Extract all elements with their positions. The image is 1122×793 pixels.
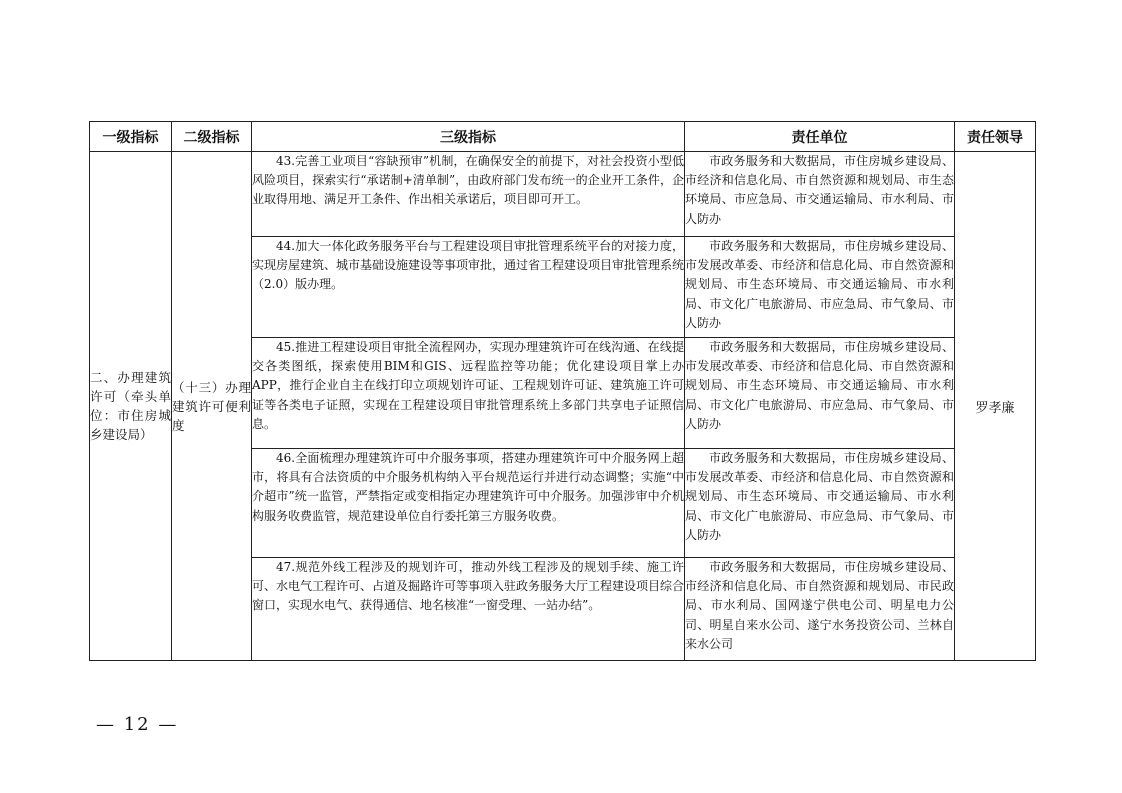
responsible-unit: 市政务服务和大数据局，市住房城乡建设局、市发展改革委、市经济和信息化局、市自然资源和规划局、市生态环境局、市交通运输局、市水利局、市文化广电旅游局、市应急局、市气象局、市人防办 <box>685 340 954 431</box>
responsible-unit: 市政务服务和大数据局，市住房城乡建设局、市发展改革委、市经济和信息化局、市自然资源和规划局、市生态环境局、市交通运输局、市水利局、市文化广电旅游局、市应急局、市气象局、市人防办 <box>685 239 954 330</box>
level2-indicator: （十三）办理建筑许可便利度 <box>172 152 252 661</box>
responsible-unit: 市政务服务和大数据局，市住房城乡建设局、市发展改革委、市经济和信息化局、市自然资源和规划局、市生态环境局、市交通运输局、市水利局、市文化广电旅游局、市应急局、市气象局、市人防办 <box>685 451 954 542</box>
header-level2: 二级指标 <box>172 122 252 152</box>
header-level3: 三级指标 <box>252 122 685 152</box>
level3-indicator: 43.完善工业项目“容缺预审”机制，在确保安全的前提下，对社会投资小型低风险项目，探索实行“承诺制+清单制”，由政府部门发布统一的企业开工条件，企业取得用地、满足开工条件、作出相关承诺后，项目即可开工。 <box>252 154 684 207</box>
responsible-unit: 市政务服务和大数据局，市住房城乡建设局、市经济和信息化局、市自然资源和规划局、市民政局、市水利局、国网遂宁供电公司、明星电力公司、明星自来水公司、遂宁水务投资公司、兰林自来水公司 <box>685 560 954 651</box>
header-level1: 一级指标 <box>90 122 172 152</box>
page-number: — 12 — <box>96 714 179 735</box>
level3-indicator: 44.加大一体化政务服务平台与工程建设项目审批管理系统平台的对接力度，实现房屋建筑、城市基础设施建设等事项审批，通过省工程建设项目审批管理系统（2.0）版办理。 <box>252 239 685 292</box>
table-header-row <box>90 122 1036 152</box>
header-responsible-unit: 责任单位 <box>685 122 955 152</box>
level3-indicator: 45.推进工程建设项目审批全流程网办，实现办理建筑许可在线沟通、在线提交各类图纸，探索使用BIM和GIS、远程监控等功能；优化建设项目掌上办APP，推行企业自主在线打印立项规划许可证、工程规划许可证、建筑施工许可证等各类电子证照，实现在工程建设项目审批管理系统上多部门共享电子证照信息。 <box>252 340 684 431</box>
header-responsible-leader: 责任领导 <box>955 122 1036 152</box>
table-row <box>90 152 1036 237</box>
level3-indicator: 47.规范外线工程涉及的规划许可，推动外线工程涉及的规划手续、施工许可、水电气工程许可、占道及掘路许可等事项入驻政务服务大厅工程建设项目综合窗口，实现水电气、获得通信、地名核准“一窗受理、一站办结”。 <box>252 560 685 613</box>
responsible-leader: 罗孝廉 <box>955 152 1036 661</box>
responsible-unit: 市政务服务和大数据局，市住房城乡建设局、市经济和信息化局、市自然资源和规划局、市生态环境局、市应急局、市交通运输局、市水利局、市人防办 <box>685 154 954 226</box>
level3-indicator: 46.全面梳理办理建筑许可中介服务事项，搭建办理建筑许可中介服务网上超市，将具有合法资质的中介服务机构纳入平台规范运行并进行动态调整；实施“中介超市”统一监管，严禁指定或变相指定办理建筑许可中介服务。加强涉审中介机构服务收费监管，规范建设单位自行委托第三方服务收费。 <box>252 451 684 523</box>
indicator-table <box>89 121 1036 661</box>
level1-indicator: 二、办理建筑许可（牵头单位：市住房城乡建设局） <box>90 152 172 661</box>
